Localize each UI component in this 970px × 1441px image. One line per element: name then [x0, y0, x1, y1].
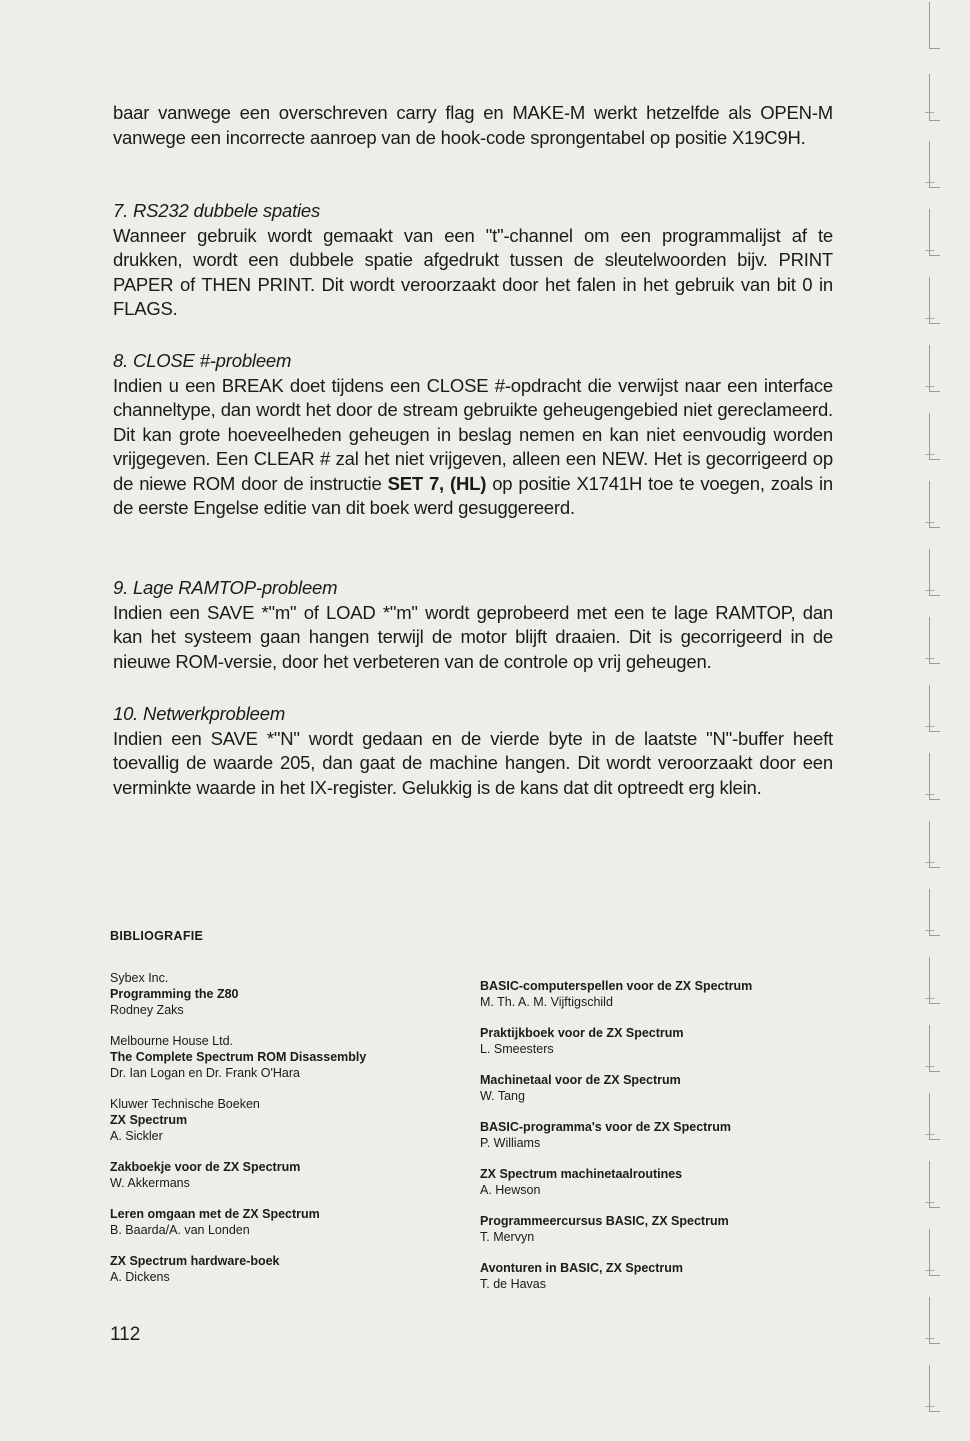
index-tab	[929, 2, 940, 49]
index-tab	[929, 141, 940, 188]
bib-author: Dr. Ian Logan en Dr. Frank O'Hara	[110, 1066, 300, 1080]
bib-publisher: Sybex Inc.	[110, 971, 169, 985]
bib-title: BASIC-programma's voor de ZX Spectrum	[480, 1120, 731, 1134]
index-tab-strip	[925, 0, 970, 1441]
bibliography-title: BIBLIOGRAFIE	[110, 929, 204, 943]
bib-title: Zakboekje voor de ZX Spectrum	[110, 1160, 301, 1174]
section-heading: 10. Netwerkprobleem	[113, 703, 286, 724]
section-text	[113, 374, 833, 521]
bib-author: T. Mervyn	[480, 1230, 535, 1244]
section-text: Wanneer gebruik wordt gemaakt van een "t"-channel om een programmalijst af te drukken, wordt een dubbele spatie afgedrukt tussen de sleutelwoorden bijv. PRINT PAPER of THEN PRINT. Dit wordt veroorzaakt door het falen in het gebruik van bit 0 in FLAGS.	[113, 224, 833, 319]
bib-entry	[110, 1253, 450, 1285]
index-tab	[929, 821, 940, 868]
bib-entry	[110, 1159, 450, 1191]
bib-entry	[480, 978, 820, 1010]
text-before-bold: Indien u een BREAK doet tijdens een CLOSE #-opdracht die verwijst naar een interface channeltype, dan wordt het door de stream gebruikte geheugengebied niet gereclameerd. Dit kan grote hoeveelheden geheugen in beslag nemen en kan niet eenvoudig worden vrijgegeven. Een CLEAR # zal het niet vrijgeven, alleen een NEW. Het is gecorrigeerd op de niewe ROM door de instructie	[113, 374, 833, 494]
bib-title: ZX Spectrum hardware-boek	[110, 1254, 280, 1268]
index-tab	[929, 1297, 940, 1344]
bib-author: Rodney Zaks	[110, 1003, 184, 1017]
section-9	[113, 576, 833, 674]
bib-entry	[110, 970, 450, 1018]
bib-title: BASIC-computerspellen voor de ZX Spectrum	[480, 979, 753, 993]
intro-text: baar vanwege een overschreven carry flag en MAKE-M werkt hetzelfde als OPEN-M vanwege een incorrecte aanroep van de hook-code sprongentabel op positie X19C9H.	[113, 102, 833, 148]
bib-author: T. de Havas	[480, 1277, 547, 1291]
bibliography-left-column	[110, 970, 450, 1300]
bib-title: Leren omgaan met de ZX Spectrum	[110, 1207, 320, 1221]
index-tab	[929, 549, 940, 596]
bib-entry	[480, 1072, 820, 1104]
bib-entry	[480, 1213, 820, 1245]
bib-entry	[110, 1096, 450, 1144]
bib-title: Programming the Z80	[110, 987, 239, 1001]
index-tab	[929, 481, 940, 528]
bib-author: W. Tang	[480, 1089, 525, 1103]
index-tab	[929, 1093, 940, 1140]
bib-author: W. Akkermans	[110, 1176, 190, 1190]
bib-title: ZX Spectrum machinetaalroutines	[480, 1167, 683, 1181]
section-heading: 9. Lage RAMTOP-probleem	[113, 577, 338, 598]
section-8	[113, 349, 833, 521]
section-text: Indien een SAVE *"N" wordt gedaan en de vierde byte in de laatste "N"-buffer heeft toevallig de waarde 205, dan gaat de machine hangen. Dit wordt veroorzaakt door een verminkte waarde in het IX-register. Gelukkig is de kans dat dit optreedt erg klein.	[113, 727, 833, 798]
index-tab	[929, 1025, 940, 1072]
bib-author: B. Baarda/A. van Londen	[110, 1223, 250, 1237]
bib-title: ZX Spectrum	[110, 1113, 188, 1127]
bold-instruction: SET 7, (HL)	[387, 472, 487, 494]
bib-title: Avonturen in BASIC, ZX Spectrum	[480, 1261, 684, 1275]
index-tab	[929, 1161, 940, 1208]
section-7	[113, 199, 833, 322]
index-tab	[929, 685, 940, 732]
bib-title: The Complete Spectrum ROM Disassembly	[110, 1050, 367, 1064]
bib-title: Programmeercursus BASIC, ZX Spectrum	[480, 1214, 729, 1228]
section-heading: 7. RS232 dubbele spaties	[113, 200, 321, 221]
index-tab	[929, 753, 940, 800]
bib-title: Machinetaal voor de ZX Spectrum	[480, 1073, 681, 1087]
index-tab	[929, 209, 940, 256]
page-number: 112	[110, 1324, 141, 1345]
section-heading: 8. CLOSE #-probleem	[113, 350, 292, 371]
index-tab	[929, 277, 940, 324]
index-tab	[929, 1365, 940, 1412]
bib-entry	[110, 1033, 450, 1081]
index-tab	[929, 889, 940, 936]
bib-entry	[480, 1260, 820, 1292]
bib-publisher: Melbourne House Ltd.	[110, 1034, 233, 1048]
bib-author: L. Smeesters	[480, 1042, 554, 1056]
bib-author: P. Williams	[480, 1136, 541, 1150]
bib-entry	[480, 1119, 820, 1151]
text-after-bold: op positie X1741H toe te voegen, zoals in de eerste Engelse editie van dit boek werd gesuggereerd.	[113, 472, 833, 518]
bib-author: M. Th. A. M. Vijftigschild	[480, 995, 613, 1009]
index-tab	[929, 957, 940, 1004]
bib-entry	[480, 1025, 820, 1057]
bib-title: Praktijkboek voor de ZX Spectrum	[480, 1026, 684, 1040]
bib-entry	[480, 1166, 820, 1198]
bib-author: A. Dickens	[110, 1270, 170, 1284]
section-text: Indien een SAVE *"m" of LOAD *"m" wordt geprobeerd met een te lage RAMTOP, dan kan het systeem gaan hangen terwijl de motor blijft draaien. Dit is gecorrigeerd in de nieuwe ROM-versie, door het verbeteren van de controle op vrij geheugen.	[113, 601, 833, 672]
bib-entry	[110, 1206, 450, 1238]
index-tab	[929, 1229, 940, 1276]
index-tab	[929, 413, 940, 460]
bib-author: A. Sickler	[110, 1129, 163, 1143]
index-tab	[929, 74, 940, 121]
index-tab	[929, 345, 940, 392]
bibliography-right-column	[480, 978, 820, 1307]
section-10	[113, 702, 833, 800]
bib-author: A. Hewson	[480, 1183, 541, 1197]
bib-publisher: Kluwer Technische Boeken	[110, 1097, 260, 1111]
index-tab	[929, 617, 940, 664]
intro-paragraph	[113, 101, 833, 150]
